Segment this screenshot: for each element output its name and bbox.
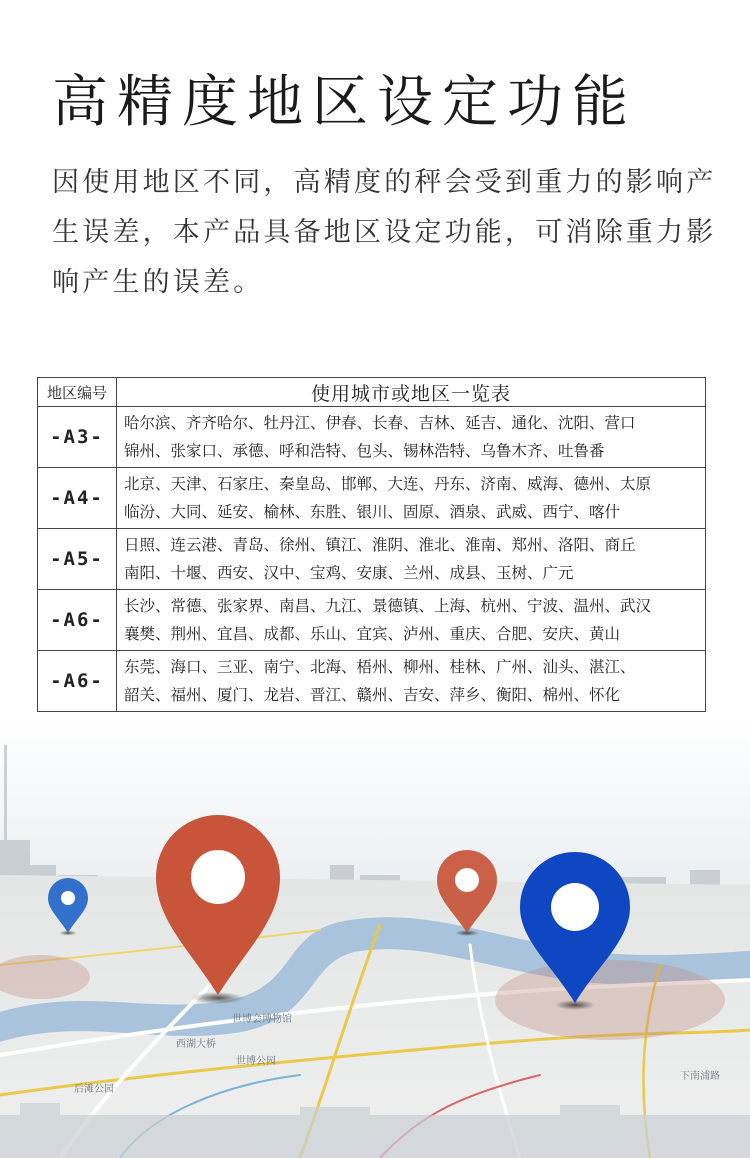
- city-line: 长沙、常德、张家界、南昌、九江、景德镇、上海、杭州、宁波、温州、武汉: [124, 597, 652, 615]
- map-label: 下南浦路: [680, 1071, 720, 1082]
- table-row: [38, 407, 706, 468]
- highlight-area: [495, 960, 725, 1040]
- city-line: 锦州、张家口、承德、呼和浩特、包头、锡林浩特、乌鲁木齐、吐鲁番: [124, 442, 605, 460]
- city-list: [117, 651, 706, 712]
- city-list: [117, 468, 706, 529]
- header-code: 地区编号: [38, 378, 117, 407]
- table-row: [38, 590, 706, 651]
- city-line: 韶关、福州、厦门、龙岩、晋江、赣州、吉安、萍乡、衡阳、棉州、怀化: [124, 686, 621, 704]
- map-label: 世博公园: [236, 1056, 276, 1067]
- region-table: [37, 377, 706, 712]
- region-code: -A4-: [38, 468, 117, 529]
- region-code: -A5-: [38, 529, 117, 590]
- region-code: -A6-: [38, 590, 117, 651]
- table-row: [38, 651, 706, 712]
- table-row: [38, 529, 706, 590]
- table-row: [38, 468, 706, 529]
- city-line: 襄樊、荆州、宜昌、成都、乐山、宜宾、泸州、重庆、合肥、安庆、黄山: [124, 625, 621, 643]
- city-list: [117, 590, 706, 651]
- table-header-row: [38, 378, 706, 407]
- city-list: [117, 529, 706, 590]
- city-map-illustration: [0, 715, 750, 1158]
- city-line: 哈尔滨、齐齐哈尔、牡丹江、伊春、长春、吉林、延吉、通化、沈阳、营口: [124, 414, 636, 432]
- header-list: 使用城市或地区一览表: [117, 378, 706, 407]
- city-line: 临汾、大同、延安、榆林、东胜、银川、固原、酒泉、武威、西宁、喀什: [124, 503, 621, 521]
- map-label: 西湖大桥: [176, 1039, 216, 1050]
- city-list: [117, 407, 706, 468]
- page-title: 高精度地区设定功能: [52, 70, 637, 135]
- description-text: 因使用地区不同，高精度的秤会受到重力的影响产生误差，本产品具备地区设定功能，可消除重力影响产生的误差。: [52, 167, 717, 298]
- region-code: -A3-: [38, 407, 117, 468]
- city-line: 南阳、十堰、西安、汉中、宝鸡、安康、兰州、成县、玉树、广元: [124, 564, 574, 582]
- map-label: 后滩公园: [74, 1084, 114, 1095]
- region-code: -A6-: [38, 651, 117, 712]
- map-label: 世博会博物馆: [232, 1014, 292, 1025]
- city-line: 北京、天津、石家庄、秦皇岛、邯郸、大连、丹东、济南、威海、德州、太原: [124, 475, 652, 493]
- city-line: 日照、连云港、青岛、徐州、镇江、淮阴、淮北、淮南、郑州、洛阳、商丘: [124, 536, 636, 554]
- city-line: 东莞、海口、三亚、南宁、北海、梧州、柳州、桂林、广州、汕头、湛江、: [124, 658, 636, 676]
